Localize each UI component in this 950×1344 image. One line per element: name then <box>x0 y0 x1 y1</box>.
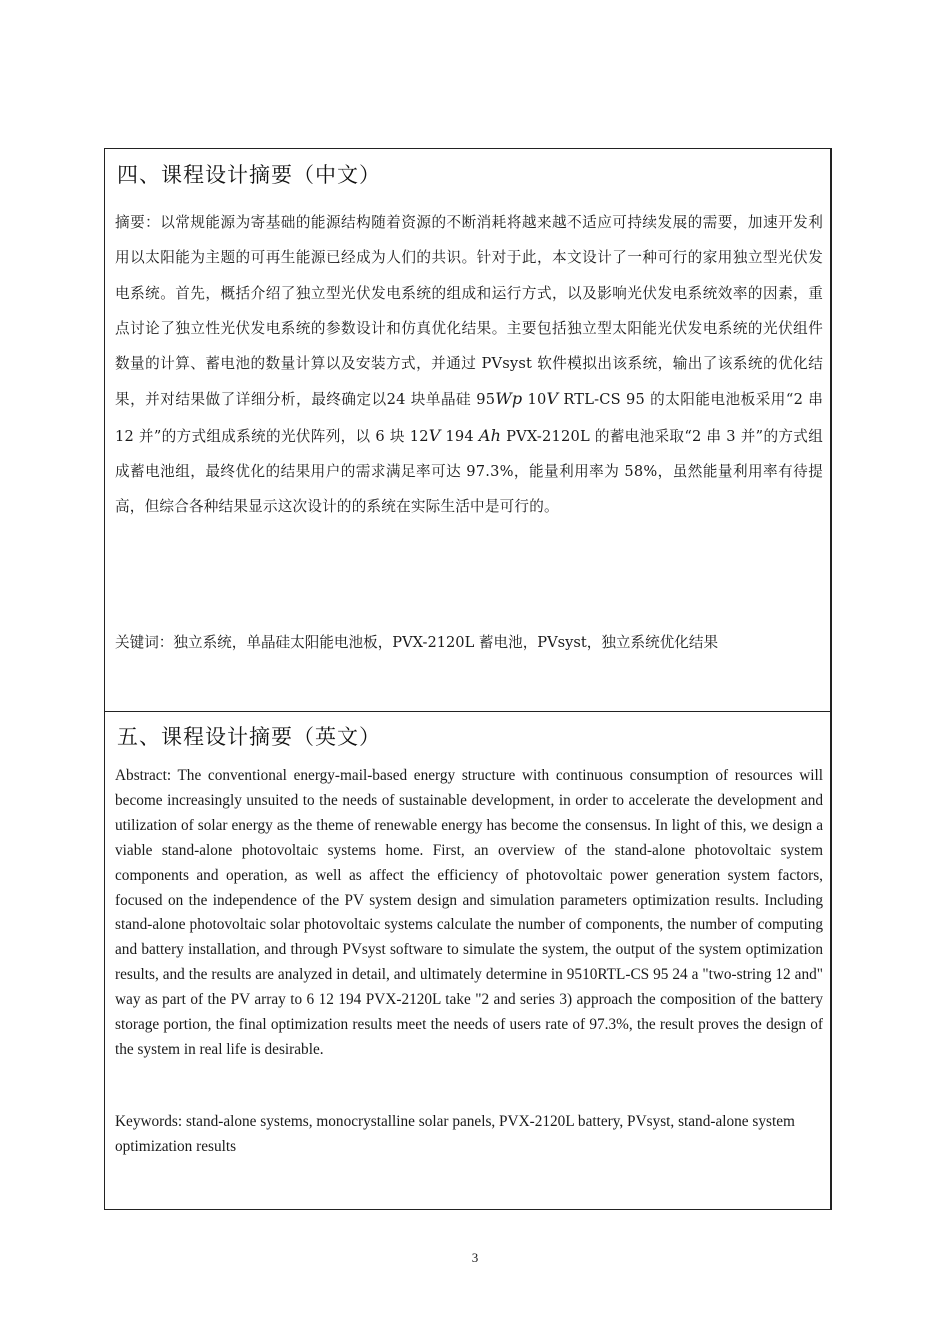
math-v2: V <box>428 425 441 445</box>
english-keywords: Keywords: stand-alone systems, monocrystalline solar panels, PVX-2120L battery, PVsyst, stand-alone system optimization results <box>115 1113 795 1155</box>
abstract-label: 摘要： <box>115 214 161 231</box>
abstract-part1: 以常规能源为寄基础的能源结构随着资源的不断消耗将越来越不适应可持续发展的需要，加速开发利用以太阳能为主题的可再生能源已经成为人们的共识。针对于此，本文设计了一种可行的家用独立型光伏发电系统。首先，概括介绍了独立型光伏发电系统的组成和运行方式，以及影响光伏发电系统效率的因素，重点讨论了独立性光伏发电系统的参数设计和仿真优化结果。主要包括独立型太阳能光伏发电系统的光伏组件数量的计算、蓄电池的数量计算以及安装方式，并通过 PVsyst 软件模拟出该系统，输出了该系统的优化结果，并对结果做了详细分析，最终确定以 <box>115 214 823 409</box>
chinese-keywords: 关键词：独立系统，单晶硅太阳能电池板，PVX-2120L 蓄电池，PVsyst，独立系统优化结果 <box>115 634 719 651</box>
abstract-part3a: 以 6 块 12 <box>355 427 429 445</box>
page-number: 3 <box>471 1250 479 1265</box>
chinese-abstract-heading: 四、课程设计摘要（中文） <box>117 163 381 187</box>
math-v1: V <box>546 389 559 409</box>
math-ah: Ah <box>478 425 502 445</box>
abstract-part3b: 194 <box>440 427 479 445</box>
abstract-part2c: RTL-CS 95 的太阳能电池板采用“2 串 12 并”的方式组成系统的光伏阵列， <box>115 391 823 445</box>
english-abstract-heading: 五、课程设计摘要（英文） <box>117 725 381 749</box>
english-abstract-text: Abstract: The conventional energy-mail-based energy structure with continuous consumption of resources will become increasingly unsuited to the needs of sustainable development, in order to accelerate the development and utilization of solar energy as the theme of renewable energy has become the consensus. In light of this, we design a viable stand-alone photovoltaic systems home. First, an overview of the stand-alone photovoltaic system components and operation, as well as affect the efficiency of photovoltaic power generation system factors, focused on the independence of the PV system design and simulation parameters optimization results. Including stand-alone photovoltaic solar photovoltaic systems calculate the number of components, the number of computing and battery installation, and through PVsyst software to simulate the system, the output of the system optimization results, and the results are analyzed in detail, and ultimately determine in 9510RTL-CS 95 24 a "two-string 12 and" way as part of the PV array to 6 12 194 PVX-2120L take "2 and series 3) approach the composition of the battery storage portion, the final optimization results meet the needs of users rate of 97.3%, the result proves the design of the system in real life is desirable. <box>115 767 823 1058</box>
abstract-part3c: PVX-2120L 的蓄电池采取“2 串 3 并”的方式组成蓄电池组，最终优化的结果用户的需求满足率可达 97.3%，能量利用率为 58%，虽然能量利用率有待提高，但综合各种结果显示这次设计的的系统在实际生活中是可行的。 <box>115 427 823 516</box>
english-abstract-box <box>104 711 832 1210</box>
chinese-abstract-box <box>104 148 832 712</box>
abstract-part2a: 24 块单晶硅 95 <box>386 391 496 409</box>
math-wp: Wp <box>495 389 523 409</box>
chinese-abstract-text <box>115 205 823 525</box>
abstract-part2b: 10 <box>522 391 547 409</box>
